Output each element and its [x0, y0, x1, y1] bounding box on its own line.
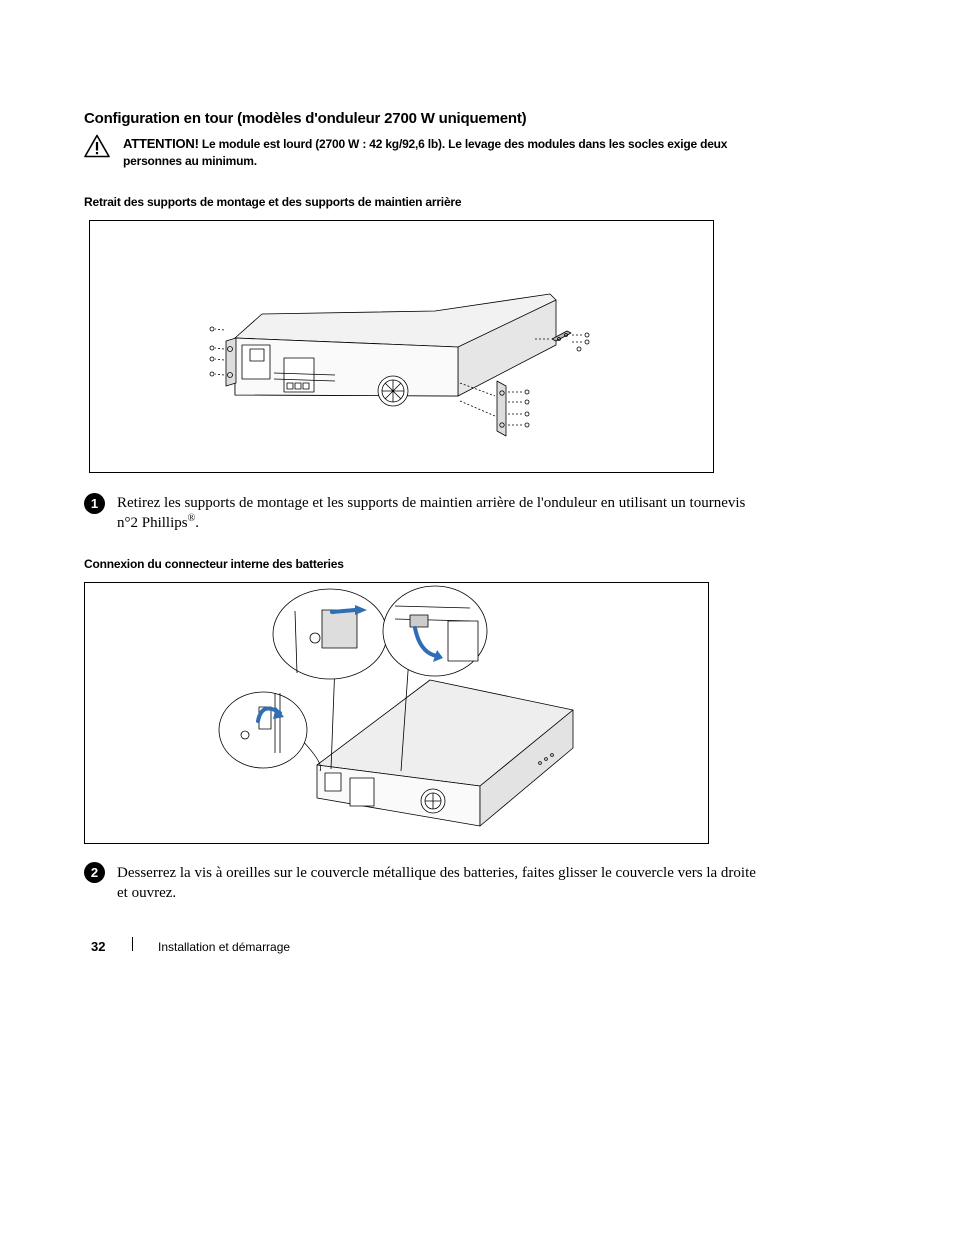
footer-section-title: Installation et démarrage: [158, 940, 291, 954]
step-1-text: Retirez les supports de montage et les supports de maintien arrière de l'onduleur en utilisant un tournevis n°2 Phillips: [117, 495, 746, 531]
registered-mark: ®: [187, 513, 196, 524]
step-1-badge: 1: [84, 493, 105, 514]
section-title-battery-connector: Connexion du connecteur interne des batteries: [84, 557, 344, 571]
page-heading: Configuration en tour (modèles d'onduleur 2700 W uniquement): [84, 110, 527, 127]
step-2-badge: 2: [84, 862, 105, 883]
step-2-instruction: Desserrez la vis à oreilles sur le couvercle métallique des batteries, faites glisser le couvercle vers la droite et ouvrez.: [117, 865, 756, 901]
warning-triangle-icon: [84, 134, 110, 158]
warning-notice: [123, 135, 763, 170]
section-title-brackets: Retrait des supports de montage et des supports de maintien arrière: [84, 195, 462, 209]
warning-text: Le module est lourd (2700 W : 42 kg/92,6 lb). Le levage des modules dans les socles exige deux personnes au minimum.: [123, 137, 728, 168]
warning-label: ATTENTION!: [123, 136, 199, 151]
step-1-end: .: [195, 515, 199, 531]
ups-bracket-removal-illustration: [90, 221, 713, 472]
figure-remove-brackets: [89, 220, 714, 473]
footer-separator: [132, 937, 133, 951]
figure-battery-connector: [84, 582, 709, 844]
page-number: 32: [91, 939, 106, 954]
battery-cover-illustration: [85, 583, 708, 843]
step-1-instruction: [117, 493, 762, 533]
